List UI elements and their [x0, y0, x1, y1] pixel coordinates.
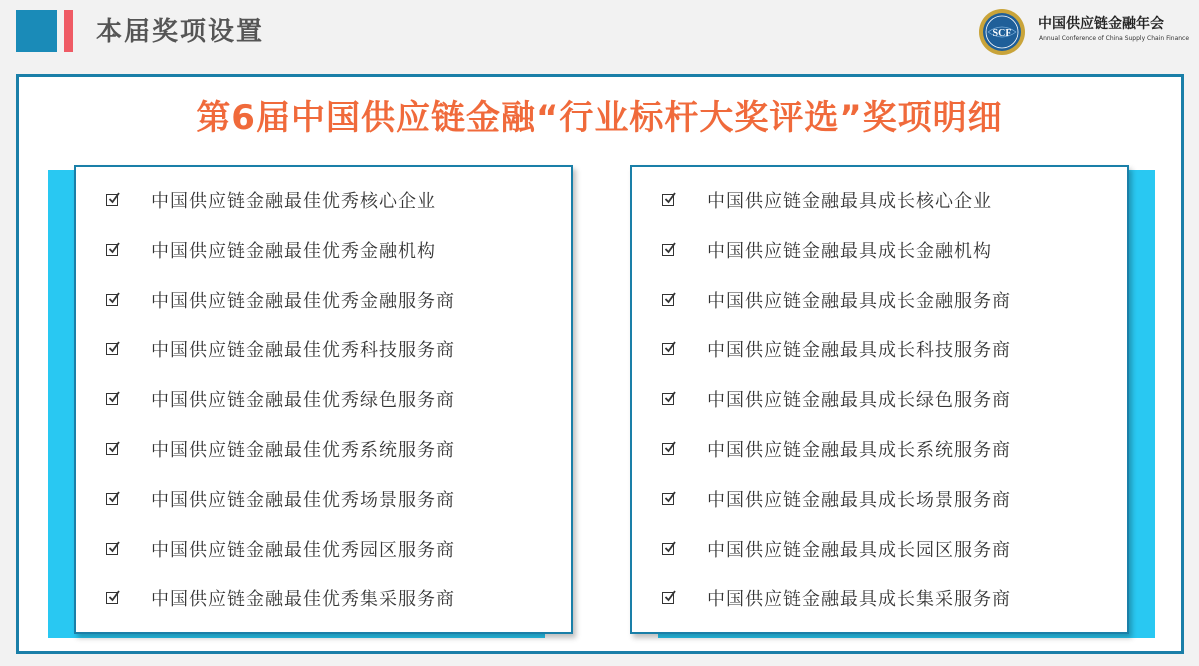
left-award-item-label: 中国供应链金融最佳优秀金融服务商	[151, 290, 455, 312]
right-award-item-label: 中国供应链金融最具成长金融机构	[707, 240, 992, 262]
logo-badge-text: SCF	[992, 28, 1012, 39]
right-award-item-label: 中国供应链金融最具成长科技服务商	[707, 340, 1011, 362]
checkbox-checked-icon	[662, 244, 674, 256]
checkbox-checked-icon	[106, 543, 118, 555]
checkbox-checked-icon	[106, 493, 118, 505]
right-award-item-label: 中国供应链金融最具成长场景服务商	[707, 489, 1011, 511]
right-award-item	[662, 585, 1102, 615]
left-award-item-label: 中国供应链金融最佳优秀科技服务商	[151, 340, 455, 362]
logo-subtitle: Annual Conference of China Supply Chain Finance	[1039, 35, 1190, 42]
scf-logo-icon	[978, 8, 1026, 56]
checkbox-checked-icon	[662, 543, 674, 555]
right-award-item-label: 中国供应链金融最具成长系统服务商	[707, 440, 1011, 461]
checkbox-checked-icon	[106, 244, 118, 256]
left-award-item	[106, 187, 546, 217]
left-award-item-label: 中国供应链金融最佳优秀核心企业	[151, 191, 436, 212]
left-award-item	[106, 536, 546, 566]
right-award-card	[630, 165, 1129, 634]
left-award-item	[106, 287, 546, 317]
right-award-item-label: 中国供应链金融最具成长核心企业	[707, 191, 992, 212]
checkbox-checked-icon	[106, 194, 118, 206]
right-award-item	[662, 287, 1102, 317]
left-award-item-label: 中国供应链金融最佳优秀园区服务商	[151, 539, 455, 561]
right-award-item	[662, 386, 1102, 416]
right-award-item-label: 中国供应链金融最具成长绿色服务商	[707, 390, 1011, 412]
checkbox-checked-icon	[662, 194, 674, 206]
right-award-item	[662, 336, 1102, 366]
left-award-item	[106, 585, 546, 615]
header-accent-square	[16, 10, 57, 52]
checkbox-checked-icon	[106, 443, 118, 455]
checkbox-checked-icon	[662, 443, 674, 455]
logo-name: 中国供应链金融年会	[1038, 16, 1164, 32]
checkbox-checked-icon	[106, 592, 118, 604]
checkbox-checked-icon	[662, 294, 674, 306]
checkbox-checked-icon	[662, 393, 674, 405]
right-award-item	[662, 237, 1102, 267]
left-award-card	[74, 165, 573, 634]
right-award-item-label: 中国供应链金融最具成长园区服务商	[707, 539, 1011, 561]
right-award-item-label: 中国供应链金融最具成长集采服务商	[707, 589, 1011, 611]
right-award-item	[662, 486, 1102, 516]
left-award-item-label: 中国供应链金融最佳优秀绿色服务商	[151, 390, 455, 412]
page-title: 本届奖项设置	[96, 17, 265, 47]
left-award-item	[106, 386, 546, 416]
header-accent-bar	[64, 10, 73, 52]
checkbox-checked-icon	[106, 393, 118, 405]
checkbox-checked-icon	[662, 343, 674, 355]
left-award-item-label: 中国供应链金融最佳优秀集采服务商	[151, 589, 455, 611]
left-award-item	[106, 237, 546, 267]
right-award-item	[662, 436, 1102, 466]
checkbox-checked-icon	[106, 343, 118, 355]
checkbox-checked-icon	[662, 493, 674, 505]
left-award-item-label: 中国供应链金融最佳优秀金融机构	[151, 240, 436, 262]
left-award-item	[106, 436, 546, 466]
right-award-item	[662, 187, 1102, 217]
right-award-item	[662, 536, 1102, 566]
checkbox-checked-icon	[106, 294, 118, 306]
main-title: 第6届中国供应链金融“行业标杆大奖评选”奖项明细	[196, 98, 1003, 138]
left-award-item-label: 中国供应链金融最佳优秀场景服务商	[151, 489, 455, 511]
left-award-item	[106, 336, 546, 366]
right-award-item-label: 中国供应链金融最具成长金融服务商	[707, 290, 1011, 312]
checkbox-checked-icon	[662, 592, 674, 604]
left-award-item	[106, 486, 546, 516]
left-award-item-label: 中国供应链金融最佳优秀系统服务商	[151, 440, 455, 461]
